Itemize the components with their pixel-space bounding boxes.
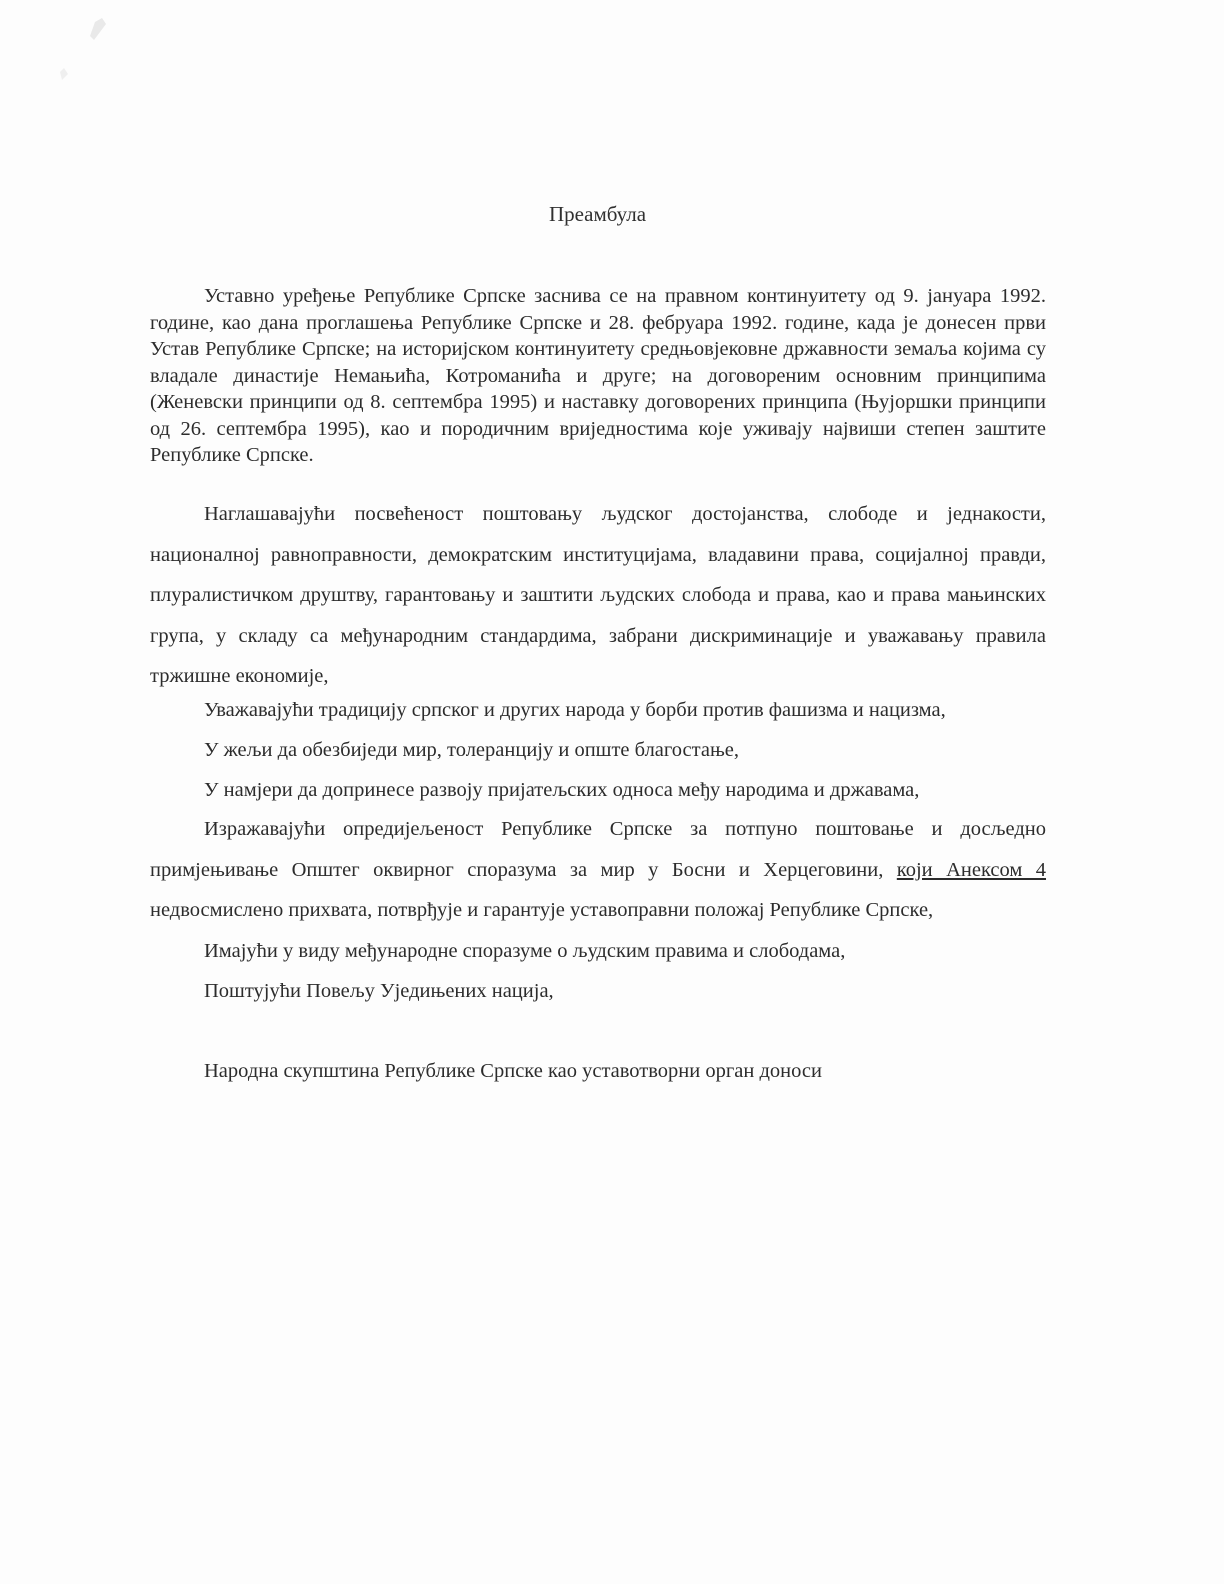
paragraph-general-framework <box>150 809 1046 931</box>
line-respecting-tradition: Уважавајући традицију српског и других народа у борби против фашизма и нацизма, <box>204 699 946 721</box>
paragraph-emphasizing-dignity: Наглашавајући посвећеност поштовању људског достојанства, слободе и једнакости, националној равноправности, демократским институцијама, владавини права, социјалној правди, плуралистичком друштву, гарантовању и заштити људских слобода и права, као и права мањинских група, у складу са међународним стандардима, забрани дискриминације и уважавању правила тржишне економије, <box>150 503 1046 687</box>
page-title: Преамбула <box>548 202 647 226</box>
line-un-charter: Поштујући Повељу Уједињених нација, <box>204 980 554 1002</box>
line-desire-peace: У жељи да обезбиједи мир, толеранцију и опште благостање, <box>204 739 740 761</box>
line-intent-relations: У намјери да допринесе развоју пријатељских односа међу народима и државама, <box>204 779 920 801</box>
paragraph-constitutional-continuity: Уставно уређење Републике Српске заснива се на правном континуитету од 9. јануара 1992. године, као дана проглашења Републике Српске и 28. фебруара 1992. године, када је донесен први Устав Републике Српске; на историјском континуитету средњовјековне државности земаља којима су владале династије Немањића, Котроманића и друге; на договореним основним принципима (Женевски принципи од 8. септембра 1995) и наставку договорених принципа (Њујоршки принципи од 26. септембра 1995), као и породичним вриједностима које уживају највиши степен заштите Републике Српске. <box>150 285 1046 466</box>
scan-artifact-mark <box>40 10 130 90</box>
annex-4-underlined-text: који Анексом 4 <box>896 858 1047 881</box>
line-international-agreements: Имајући у виду међународне споразуме о људским правима и слободама, <box>204 940 846 962</box>
closing-statement: Народна скупштина Републике Српске као уставотворни орган доноси <box>204 1060 822 1082</box>
paragraph-general-framework-end: недвосмислено прихвата, потврђује и гарантује уставоправни положај Републике Српске, <box>150 899 934 921</box>
paragraph-general-framework-start: Изражавајући опредијељеност Републике Српске за потпуно поштовање и досљедно примјењивање Општег оквирног споразума за мир у Босни и Херцеговини, <box>150 818 1046 881</box>
